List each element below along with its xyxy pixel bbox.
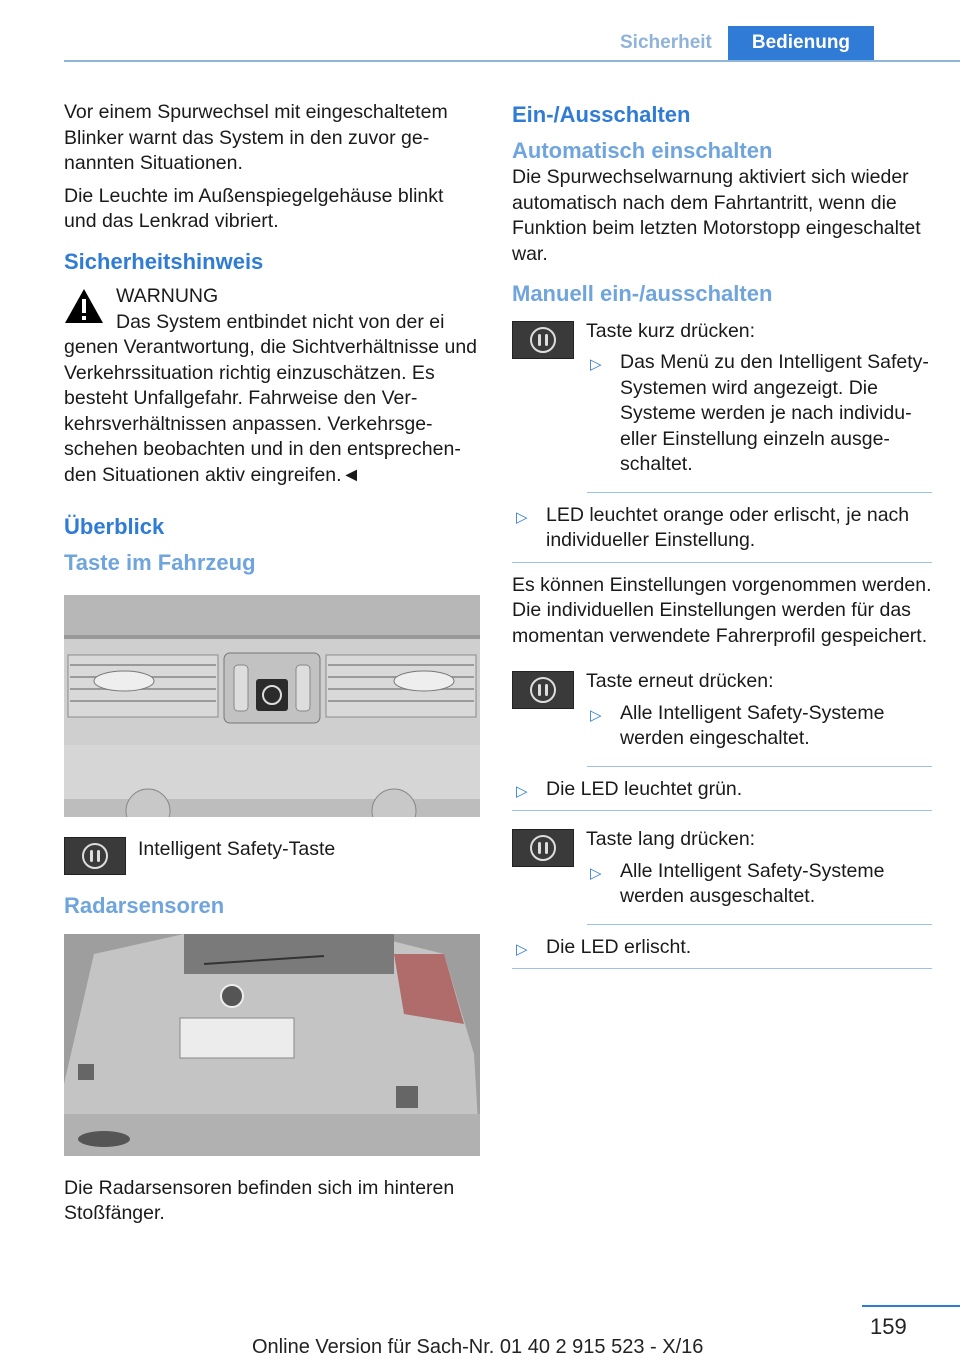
triangle-right-icon: ▷: [590, 864, 602, 882]
list-item: ▷ Das Menü zu den Intelligent Safety-Systemen wird angezeigt. Die Systeme werden je nach individueller Einstellung einzeln ausgeschaltet.: [590, 351, 929, 475]
intelligent-safety-button-icon: [64, 837, 126, 875]
divider: [512, 562, 932, 563]
paragraph-lane-change: Vor einem Spurwechsel mit eingeschaltetem Blinker warnt das System in den zuvor genannten Situationen.: [64, 101, 448, 174]
triangle-right-icon: ▷: [516, 782, 528, 800]
list-item: ▷ Alle Intelligent Safety-Systeme werden eingeschaltet.: [590, 701, 885, 749]
heading-button-in-vehicle: Taste im Fahrzeug: [64, 549, 256, 575]
list-item: ▷ Die LED leuchtet grün.: [512, 777, 932, 803]
again-press-label: Taste erneut drücken:: [586, 670, 774, 692]
header-tabs: [604, 26, 874, 60]
intelligent-safety-button-icon: [512, 321, 574, 359]
heading-radar-sensors: Radarsensoren: [64, 892, 225, 918]
heading-on-off: Ein-/Ausschalten: [512, 102, 691, 127]
footer-rule: [862, 1305, 960, 1307]
left-column: [64, 100, 480, 1234]
paragraph-settings: Es können Einstellungen vorgenommen werden. Die individuellen Einstellungen werden für das momentan verwendete Fahrerprofil gespeichert.: [512, 573, 932, 647]
page-number: 159: [870, 1314, 907, 1339]
tab-sicherheit[interactable]: Sicherheit: [620, 32, 712, 53]
radar-caption: Die Radarsensoren befinden sich im hinteren Stoßfänger.: [64, 1176, 455, 1224]
list-item: ▷ Alle Intelligent Safety-Systeme werden ausgeschaltet.: [590, 859, 885, 907]
right-column: [512, 100, 932, 979]
heading-safety-note: Sicherheitshinweis: [64, 248, 264, 274]
triangle-right-icon: ▷: [590, 706, 602, 724]
footer-text: Online Version für Sach-Nr. 01 40 2 915 523 - X/16: [252, 1336, 704, 1358]
warning-title: WARNUNG: [116, 285, 219, 307]
intelligent-safety-button-icon: [512, 671, 574, 709]
short-press-label: Taste kurz drücken:: [586, 319, 756, 342]
long-press-block: [512, 827, 932, 914]
rear-bumper-photo: [64, 934, 480, 1156]
heading-overview: Überblick: [64, 514, 165, 539]
divider: [587, 766, 932, 767]
heading-manual-on-off: Manuell ein-/ausschalten: [512, 281, 773, 306]
button-caption: Intelligent Safety-Taste: [138, 837, 336, 860]
long-press-label: Taste lang drücken:: [586, 828, 756, 850]
button-caption-row: [64, 837, 480, 875]
list-item: ▷ LED leuchtet orange oder erlischt, je nach individueller Einstellung.: [516, 503, 910, 551]
paragraph-auto-on: Die Spurwechselwarnung aktiviert sich wieder automatisch nach dem Fahrtantritt, wenn die Funktion beim letzten Motorstopp eingeschaltet war.: [512, 166, 921, 265]
header-rule: [64, 60, 960, 62]
triangle-right-icon: ▷: [590, 356, 602, 373]
triangle-right-icon: ▷: [516, 940, 528, 958]
divider: [512, 968, 932, 969]
again-press-block: [512, 669, 932, 756]
heading-auto-on: Automatisch einschalten: [512, 137, 773, 163]
tab-bedienung[interactable]: Bedienung: [728, 26, 874, 60]
warning-box: [64, 284, 480, 488]
divider: [587, 492, 932, 493]
divider: [512, 810, 932, 811]
triangle-right-icon: ▷: [516, 508, 528, 526]
intelligent-safety-button-icon: [512, 829, 574, 867]
short-press-block: [512, 319, 932, 482]
divider: [587, 924, 932, 925]
warning-triangle-icon: [64, 288, 104, 324]
list-item: ▷ Die LED erlischt.: [512, 935, 932, 961]
warning-first-line: Das System entbindet nicht von der ei: [116, 310, 445, 333]
dashboard-vent-photo: [64, 595, 480, 817]
warning-text: genen Verantwortung, die Sichtverhältnisse und Verkehrssituation richtig einzuschätzen. Es besteht Unfallgefahr. Fahrweise den Verkehrsverhältnissen anpassen. Verkehrsgeschehen beobachten und in den entsprechenden Situationen aktiv eingreifen.◄: [64, 336, 478, 486]
paragraph-mirror-light: Die Leuchte im Außenspiegelgehäuse blinkt und das Lenkrad vibriert.: [64, 184, 444, 232]
